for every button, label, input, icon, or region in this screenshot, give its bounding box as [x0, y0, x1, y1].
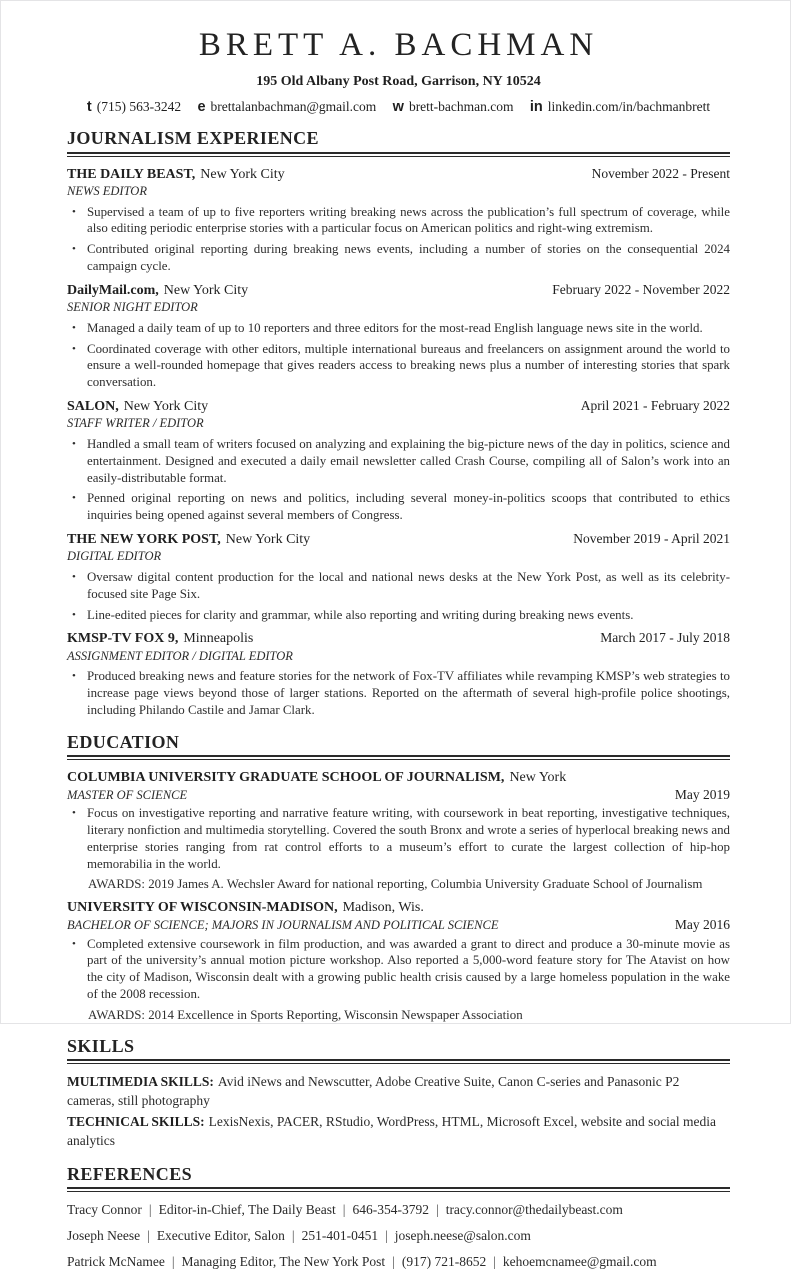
bullet-item — [67, 320, 730, 337]
reference-row — [67, 1201, 730, 1219]
entry-header — [67, 899, 730, 917]
reference-email: tracy.connor@thedailybeast.com — [445, 1202, 623, 1218]
entry-header — [67, 166, 730, 184]
section-experience — [67, 128, 730, 719]
bullet-item — [67, 936, 730, 1003]
bullet-icon: • — [72, 243, 76, 256]
bullet-text: Contributed original reporting during breaking news events, including a number of stories on the consequential 2024 campaign cycle. — [87, 242, 730, 273]
company-name: THE NEW YORK POST, — [67, 531, 221, 547]
entry-dates: February 2022 - November 2022 — [552, 281, 730, 297]
reference-role: Editor-in-Chief, The Daily Beast — [158, 1202, 336, 1218]
skill-label: MULTIMEDIA SKILLS: — [67, 1074, 214, 1090]
awards-line: AWARDS: 2014 Excellence in Sports Reporting, Wisconsin Newspaper Association — [88, 1007, 523, 1022]
degree-title: BACHELOR OF SCIENCE; MAJORS IN JOURNALISM AND POLITICAL SCIENCE — [67, 917, 499, 932]
address-line: 195 Old Albany Post Road, Garrison, NY 10524 — [256, 73, 541, 89]
company-location: New York City — [163, 282, 249, 298]
job-title: NEWS EDITOR — [67, 184, 147, 199]
experience-entry-salon — [67, 398, 730, 524]
bullet-icon: • — [72, 438, 76, 451]
bullet-item — [67, 436, 730, 486]
reference-role: Executive Editor, Salon — [156, 1227, 285, 1243]
bullet-icon: • — [72, 321, 76, 334]
contact-linkedin — [517, 99, 710, 114]
school-name: UNIVERSITY OF WISCONSIN-MADISON, — [67, 900, 338, 916]
phone-value: (715) 563-3242 — [96, 98, 182, 114]
contact-line — [67, 99, 730, 115]
reference-row — [67, 1253, 730, 1270]
degree-title: MASTER OF SCIENCE — [67, 787, 188, 802]
job-title: SENIOR NIGHT EDITOR — [67, 300, 198, 315]
skill-label: TECHNICAL SKILLS: — [67, 1114, 205, 1130]
company-name: THE DAILY BEAST, — [67, 166, 196, 182]
company-line — [67, 398, 208, 416]
reference-name: Joseph Neese — [67, 1227, 141, 1243]
degree-dates: May 2016 — [674, 916, 730, 932]
email-icon: e — [197, 98, 206, 115]
awards-line: AWARDS: 2019 James A. Wechsler Award for national reporting, Columbia University Graduate School of Journalism — [88, 877, 703, 892]
experience-entry-kmsp — [67, 630, 730, 718]
candidate-name: BRETT A. BACHMAN — [198, 27, 599, 63]
bullet-item — [67, 204, 730, 238]
separator: | — [171, 1253, 175, 1269]
bullet-item — [67, 668, 730, 718]
reference-name: Tracy Connor — [67, 1202, 142, 1218]
degree-line — [67, 917, 730, 934]
company-name: KMSP-TV FOX 9, — [67, 631, 179, 647]
bullet-text: Line-edited pieces for clarity and grammar, while also reporting and writing during breaking news events. — [87, 607, 634, 622]
section-title-references: REFERENCES — [67, 1163, 193, 1184]
bullet-text: Supervised a team of up to five reporters writing breaking news across the publication’s full spectrum of coverage, while also editing periodic enterprise stories with a particular focus on American politics and right-wing extremism. — [87, 204, 730, 236]
entry-header — [67, 398, 730, 416]
bullet-icon: • — [72, 570, 76, 583]
section-rule — [67, 152, 730, 157]
experience-entry-daily-beast — [67, 166, 730, 275]
section-education — [67, 732, 730, 1023]
reference-phone: 646-354-3792 — [352, 1202, 429, 1218]
bullet-item — [67, 569, 730, 603]
bullet-icon: • — [72, 937, 76, 950]
section-rule — [67, 755, 730, 760]
bullet-icon: • — [72, 205, 76, 218]
separator: | — [392, 1253, 395, 1269]
section-title-experience: JOURNALISM EXPERIENCE — [67, 127, 319, 148]
bullet-item — [67, 341, 730, 391]
company-location: New York City — [200, 166, 285, 182]
website-icon: w — [392, 98, 404, 115]
company-location: New York City — [225, 531, 311, 547]
bullet-text: Focus on investigative reporting and narrative feature writing, with coursework in beat reporting, investigative techniques, literary nonfiction and multimedia storytelling. Covered the south Bronx and wrote a series of hyperlocal breaking news and enterprise stories ranging from rat control efforts to a museum’s effort to curate the largest collection of hip-hop memorabilia in the world. — [87, 806, 730, 871]
separator: | — [385, 1227, 388, 1243]
school-line — [67, 899, 424, 917]
company-name: DailyMail.com, — [67, 282, 159, 298]
section-title-education: EDUCATION — [67, 731, 180, 752]
bullet-text: Oversaw digital content production for the local and national news desks at the New York Post, as well as its celebrity-focused site Page Six. — [87, 569, 730, 601]
contact-website — [380, 99, 514, 114]
reference-name: Patrick McNamee — [67, 1253, 165, 1269]
phone-icon: t — [86, 98, 92, 115]
reference-email: joseph.neese@salon.com — [394, 1227, 531, 1243]
school-location: New York — [509, 770, 567, 786]
linkedin-icon: in — [529, 98, 543, 115]
company-name: SALON, — [67, 398, 119, 414]
school-line — [67, 769, 566, 787]
separator: | — [493, 1253, 496, 1269]
school-location: Madison, Wis. — [342, 900, 424, 916]
bullet-text: Coordinated coverage with other editors, multiple international bureaus and freelancers on assignment around the world to ensure a well-rounded homepage that gives readers access to breaking news plus a number of interesting stories that spark conversation. — [87, 341, 730, 390]
section-skills — [67, 1036, 730, 1151]
entry-dates: March 2017 - July 2018 — [600, 630, 730, 646]
education-entry-columbia — [67, 769, 730, 892]
bullet-text: Produced breaking news and feature stories for the network of Fox-TV affiliates while revamping KMSP’s web strategies to increase page views beyond those of larger stations. Reported on the aftermath of several high-profile police shootings, including Philando Castile and Jamar Clark. — [87, 669, 730, 717]
company-line — [67, 166, 285, 184]
bullet-text: Managed a daily team of up to 10 reporters and three editors for the most-read English language news site in the world. — [87, 320, 703, 335]
job-title: STAFF WRITER / EDITOR — [67, 416, 204, 431]
entry-dates: April 2021 - February 2022 — [580, 397, 730, 413]
bullet-item — [67, 805, 730, 872]
separator: | — [148, 1202, 152, 1218]
bullet-item — [67, 241, 730, 275]
skill-text: Avid iNews and Newscutter, Adobe Creative Suite, Canon C-series and Panasonic P2 cameras, still photography — [67, 1074, 680, 1109]
section-rule — [67, 1187, 730, 1192]
entry-header — [67, 531, 730, 549]
bullet-text: Penned original reporting on news and politics, including several money-in-politics scoops that contributed to ethics inquiries being opened against several members of Congress. — [87, 491, 730, 523]
bullet-icon: • — [72, 492, 76, 505]
bullet-text: Completed extensive coursework in film production, and was awarded a grant to direct and produce a 30-minute movie as part of the university’s annual motion picture workshop. Also reported a 5,000-word feature story for The Atavist on how the city of Madison, Wisconsin dealt with a growing public health crisis caused by a large homeless population in the wake of the 2008 recession. — [87, 936, 730, 1001]
entry-header — [67, 282, 730, 300]
skill-line-multimedia — [67, 1073, 730, 1111]
bullet-item — [67, 607, 730, 624]
linkedin-value: linkedin.com/in/bachmanbrett — [547, 98, 711, 114]
bullet-item — [67, 490, 730, 524]
degree-dates: May 2019 — [674, 786, 730, 802]
company-line — [67, 282, 248, 300]
company-location: New York City — [123, 398, 209, 414]
reference-email: kehoemcnamee@gmail.com — [502, 1253, 657, 1269]
website-value: brett-bachman.com — [408, 98, 514, 114]
skill-line-technical — [67, 1113, 730, 1151]
section-title-skills: SKILLS — [67, 1035, 135, 1056]
entry-dates: November 2019 - April 2021 — [573, 530, 730, 546]
bullet-icon: • — [72, 608, 76, 621]
bullet-text: Handled a small team of writers focused on analyzing and explaining the big-picture news of the day in politics, science and entertainment. Designed and executed a daily email newsletter called Crash Course, compiling all of Salon’s work into an easily-distributable format. — [87, 437, 730, 485]
reference-row — [67, 1227, 730, 1245]
contact-email — [184, 99, 376, 114]
separator: | — [435, 1202, 439, 1218]
experience-entry-ny-post — [67, 531, 730, 623]
separator: | — [291, 1227, 295, 1243]
bullet-icon: • — [72, 342, 76, 355]
job-title: ASSIGNMENT EDITOR / DIGITAL EDITOR — [67, 648, 293, 663]
bullet-icon: • — [72, 670, 76, 683]
company-location: Minneapolis — [183, 631, 254, 647]
entry-dates: November 2022 - Present — [591, 165, 730, 181]
bullet-icon: • — [72, 807, 76, 820]
school-name: COLUMBIA UNIVERSITY GRADUATE SCHOOL OF JOURNALISM, — [67, 770, 505, 786]
reference-phone: 251-401-0451 — [301, 1227, 379, 1243]
reference-role: Managing Editor, The New York Post — [181, 1253, 386, 1269]
section-references — [67, 1164, 730, 1270]
section-rule — [67, 1059, 730, 1064]
entry-header — [67, 769, 730, 787]
education-entry-wisconsin — [67, 899, 730, 1022]
separator: | — [342, 1202, 346, 1218]
experience-entry-dailymail — [67, 282, 730, 391]
separator: | — [147, 1227, 150, 1243]
company-line — [67, 531, 310, 549]
entry-header — [67, 630, 730, 648]
contact-phone — [87, 99, 181, 114]
skill-text: LexisNexis, PACER, RStudio, WordPress, HTML, Microsoft Excel, website and social media analytics — [67, 1114, 717, 1148]
company-line — [67, 630, 253, 648]
email-value: brettalanbachman@gmail.com — [210, 98, 377, 114]
reference-phone: (917) 721-8652 — [401, 1253, 487, 1269]
degree-line — [67, 787, 730, 804]
job-title: DIGITAL EDITOR — [67, 549, 162, 564]
